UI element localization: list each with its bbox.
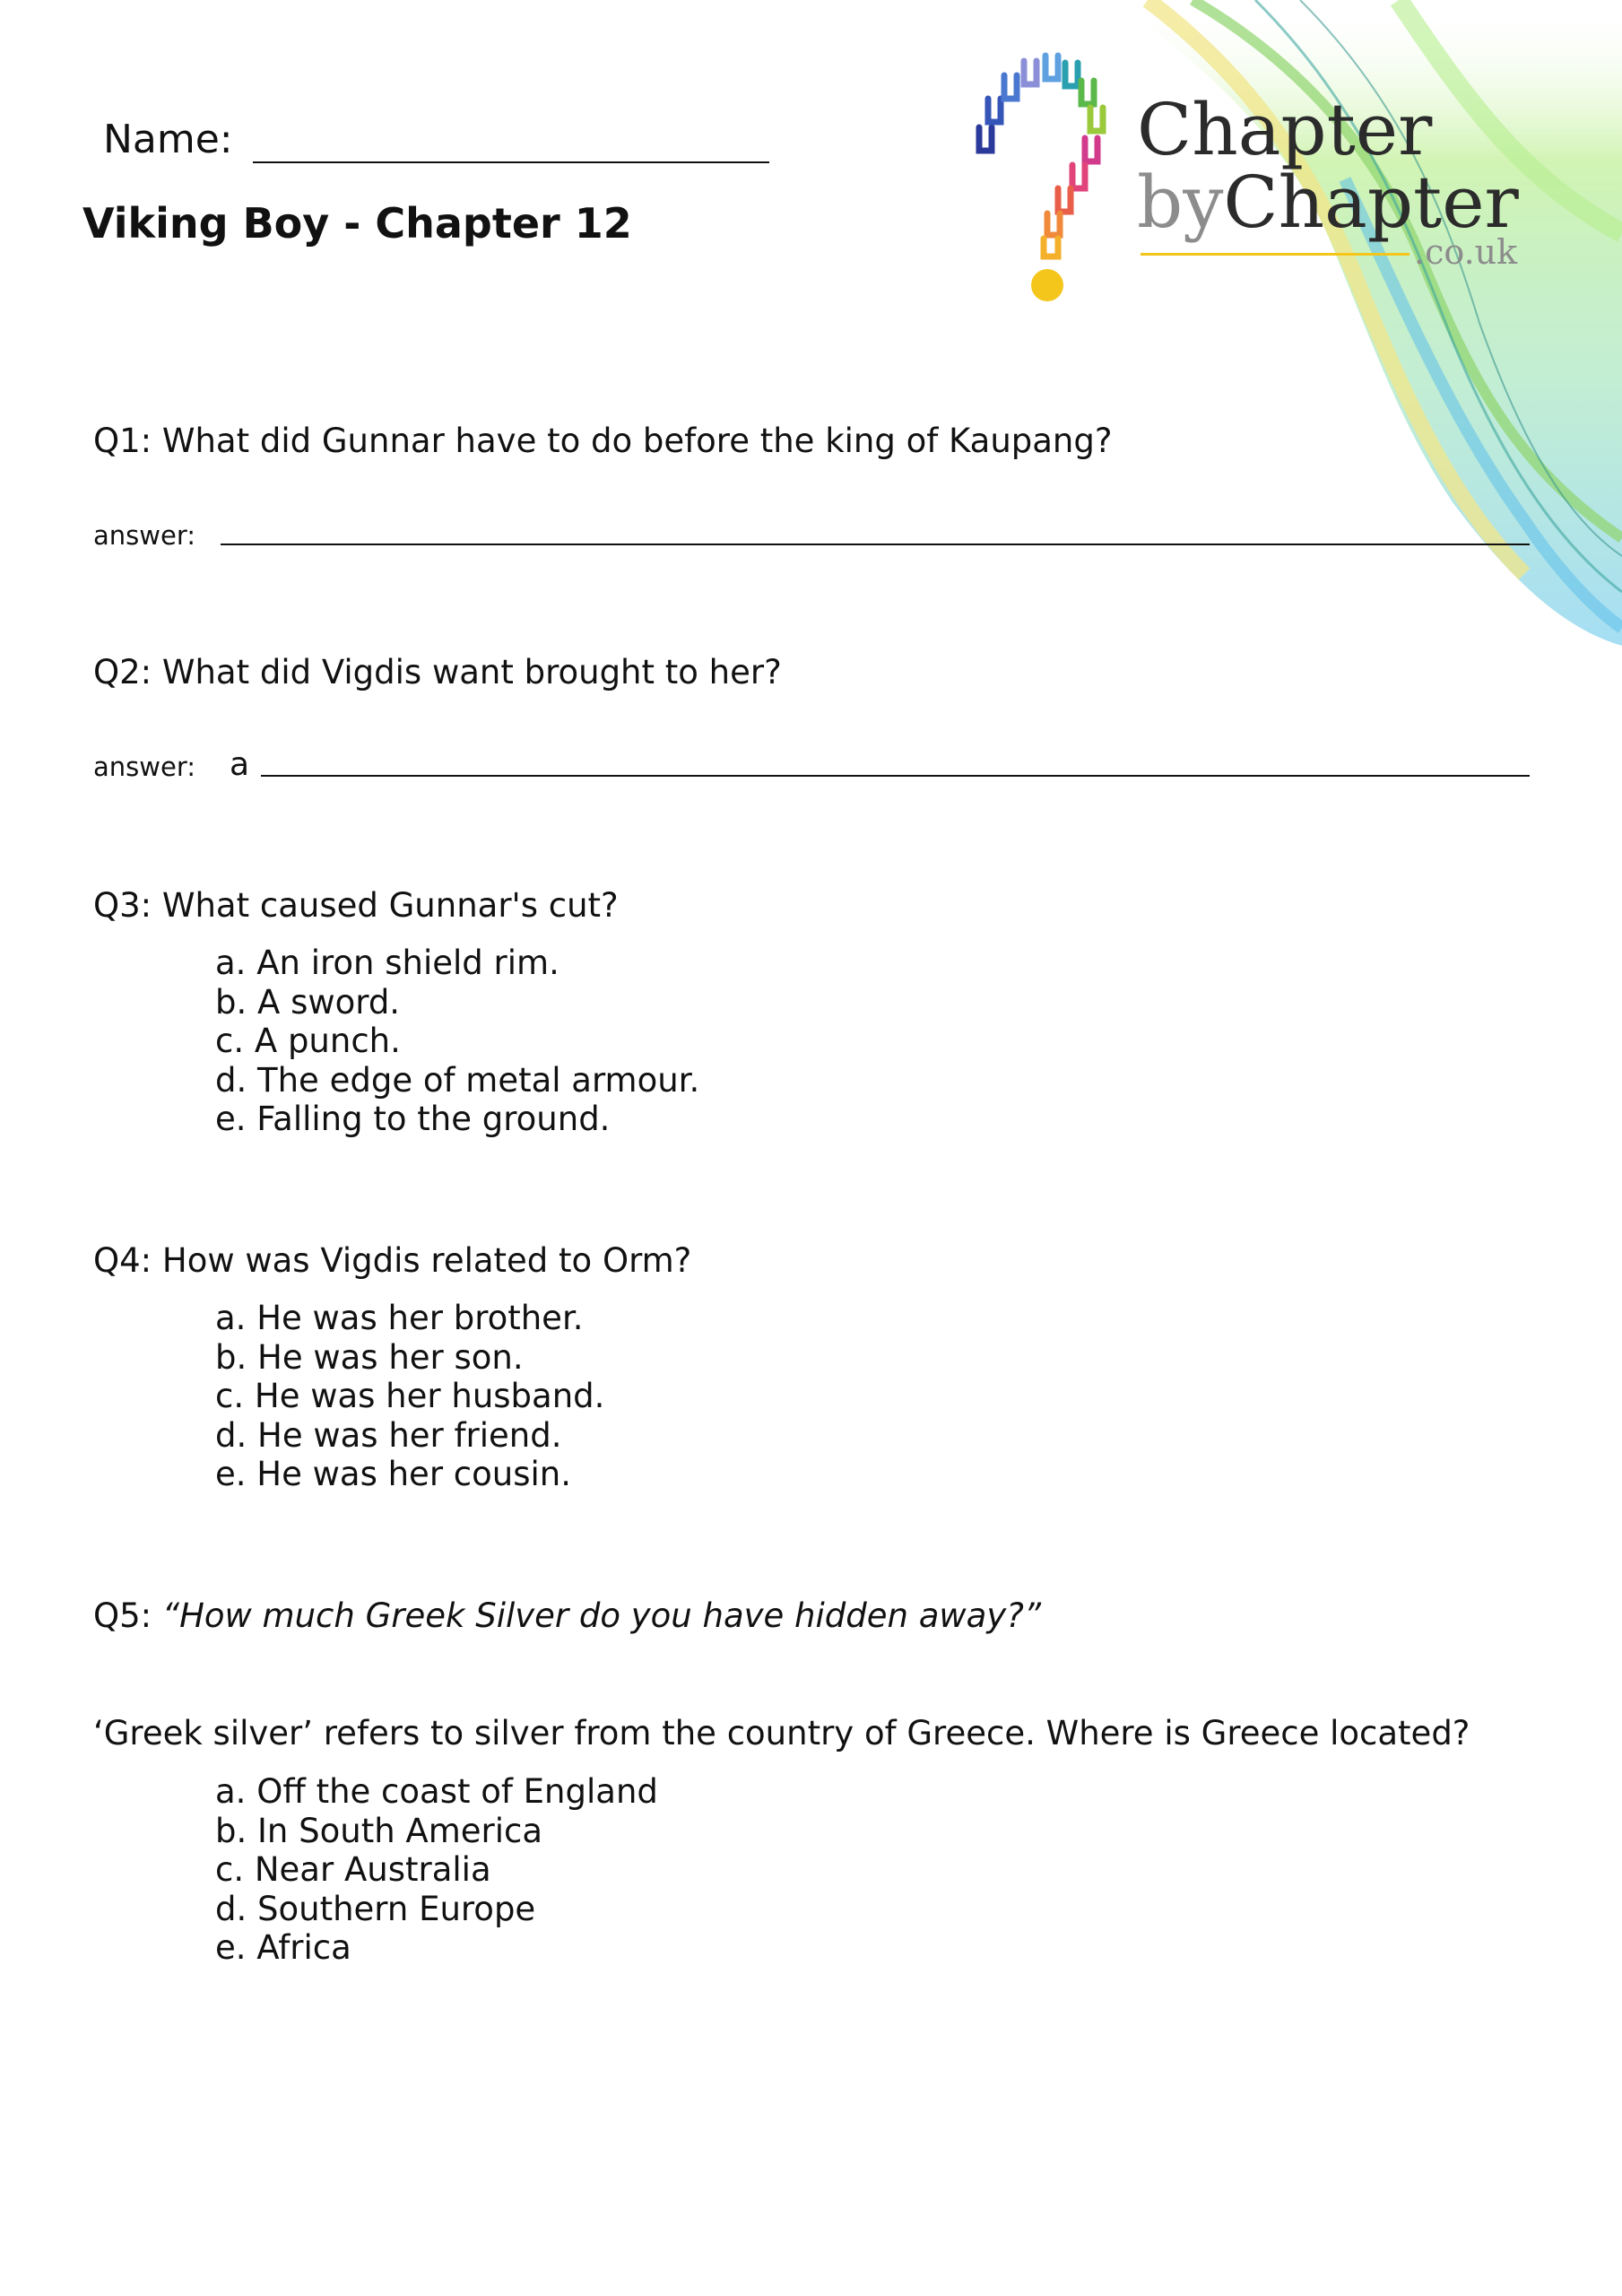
answer-label-1: answer:	[93, 520, 196, 551]
option-e[interactable]: e. He was her cousin.	[215, 1455, 571, 1493]
answer-prefill-2: a	[230, 746, 250, 783]
option-a[interactable]: a. He was her brother.	[215, 1299, 584, 1337]
name-label: Name:	[103, 117, 233, 162]
logo-underline	[1141, 253, 1409, 256]
option-c[interactable]: c. Near Australia	[215, 1850, 491, 1889]
question-3-options	[215, 944, 699, 1139]
option-e[interactable]: e. Africa	[215, 1928, 351, 1967]
option-d[interactable]: d. Southern Europe	[215, 1889, 536, 1928]
question-4: Q4: How was Vigdis related to Orm?	[93, 1241, 692, 1280]
option-d[interactable]: d. He was her friend.	[215, 1415, 562, 1455]
question-1: Q1: What did Gunnar have to do before the king of Kaupang?	[93, 422, 1113, 460]
logo-domain: .co.uk	[1414, 232, 1518, 272]
option-a[interactable]: a. Off the coast of England	[215, 1772, 658, 1811]
answer-label-2: answer:	[93, 752, 196, 782]
question-3: Q3: What caused Gunnar's cut?	[93, 886, 619, 925]
option-b[interactable]: b. In South America	[215, 1811, 543, 1850]
option-a[interactable]: a. An iron shield rim.	[215, 944, 559, 982]
logo-word-bychapter	[1137, 161, 1519, 244]
logo-word-chapter-2: Chapter	[1223, 161, 1519, 244]
question-5-prefix: Q5:	[93, 1596, 152, 1635]
question-5-quote: “How much Greek Silver do you have hidden away?”	[161, 1596, 1042, 1635]
option-e[interactable]: e. Falling to the ground.	[215, 1100, 611, 1138]
question-5: ‘Greek silver’ refers to silver from the country of Greece. Where is Greece located?	[93, 1714, 1470, 1752]
answer-line-1[interactable]	[221, 544, 1530, 545]
question-2: Q2: What did Vigdis want brought to her?	[93, 653, 782, 691]
option-d[interactable]: d. The edge of metal armour.	[215, 1060, 700, 1100]
worksheet-title: Viking Boy - Chapter 12	[82, 199, 632, 248]
book-arch-icon	[959, 45, 1130, 314]
logo-dot	[1031, 269, 1063, 301]
option-b[interactable]: b. A sword.	[215, 982, 401, 1022]
question-5-options	[215, 1772, 658, 1968]
logo-word-by: by	[1137, 161, 1224, 244]
chapter-by-chapter-logo	[959, 45, 1533, 314]
option-b[interactable]: b. He was her son.	[215, 1337, 524, 1377]
logo-word-chapter: Chapter	[1137, 88, 1433, 171]
question-5-quote-line	[93, 1596, 1041, 1635]
question-4-options	[215, 1299, 604, 1494]
answer-line-2[interactable]	[261, 775, 1530, 777]
name-field-line[interactable]	[253, 161, 769, 163]
option-c[interactable]: c. He was her husband.	[215, 1377, 605, 1415]
option-c[interactable]: c. A punch.	[215, 1022, 401, 1060]
